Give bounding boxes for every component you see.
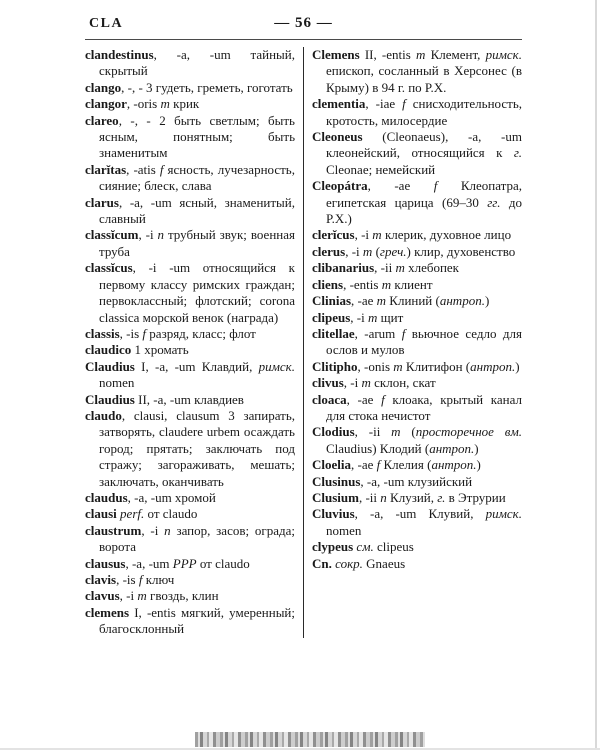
entry-headword: Claudius [85, 358, 135, 374]
entry-text: клиент [391, 276, 433, 292]
entry-text: , -i -um относящийся к первому классу римских граждан; первоклассный; флотский; corona classica морской венок (награда) [99, 260, 295, 325]
dictionary-entry [312, 539, 522, 555]
entry-text: трубный звук; военная труба [99, 227, 295, 259]
dictionary-entry [312, 277, 522, 293]
entry-headword: Cleoneus [312, 129, 363, 145]
scan-edge-right [595, 0, 597, 750]
entry-text: ключ [142, 572, 175, 587]
dictionary-entry [85, 162, 295, 195]
dictionary-entry [85, 490, 295, 506]
entry-headword: Cloelia [312, 457, 351, 473]
entry-text: , -i [343, 375, 362, 391]
dictionary-entry [85, 80, 295, 96]
entry-text: m [395, 260, 405, 276]
entry-text: , -, - 2 быть светлым; быть ясным, понятным; быть знаменитым [99, 112, 295, 161]
entry-headword: Clusium [312, 489, 359, 505]
dictionary-entry [312, 375, 522, 391]
entry-headword: clibanarius [312, 260, 375, 276]
dictionary-entry [85, 392, 295, 408]
entry-headword: Clusinus [312, 473, 361, 489]
entry-headword: clipeus [312, 309, 351, 325]
entry-headword: clausus [85, 555, 126, 571]
entry-text: , -, - 3 гудеть, греметь, гоготать [121, 79, 293, 95]
entry-text: n [164, 522, 171, 538]
entry-text: склон, скат [370, 375, 436, 391]
entry-text: , -i [345, 243, 363, 259]
entry-text: clipeus [373, 539, 414, 555]
entry-text: ( [400, 424, 416, 440]
entry-text: разряд, класс; флот [146, 325, 256, 341]
entry-text: , -i [350, 309, 368, 325]
entry-text: Клиний ( [386, 293, 440, 309]
dictionary-entry [312, 392, 522, 425]
entry-text: , -is [119, 325, 143, 341]
dictionary-entry [85, 588, 295, 604]
dictionary-entry [85, 96, 295, 112]
dictionary-page [85, 13, 522, 638]
section-label: CLA [89, 16, 124, 31]
entry-text: f [142, 325, 147, 341]
entry-headword: claudo [85, 407, 122, 423]
entry-text: ) [515, 358, 520, 374]
entry-text: f [402, 96, 406, 112]
dictionary-entry [312, 227, 522, 243]
entry-text: , -ae [351, 293, 377, 309]
dictionary-entry [312, 474, 522, 490]
entry-text: Клитифон ( [402, 358, 471, 374]
entry-headword: Cleopátra [312, 178, 368, 194]
entry-text: m [160, 96, 170, 112]
entry-text: ) [484, 293, 490, 309]
entry-headword: Cn. [312, 555, 332, 571]
dictionary-entry [312, 457, 522, 473]
entry-text: ) [476, 457, 481, 473]
dictionary-entry [312, 244, 522, 260]
entry-text: m [361, 375, 371, 391]
entry-text: nomen [326, 522, 362, 538]
entry-text: снисходительность, кротость, милосердие [326, 96, 522, 128]
entry-headword: clausi [85, 506, 117, 522]
dictionary-entry [85, 572, 295, 588]
entry-text: Клелия ( [380, 457, 432, 473]
dictionary-entry [85, 47, 295, 80]
entry-text: от claudo [144, 506, 198, 522]
entry-text: , -a, -um клузийский [360, 473, 473, 489]
entry-text: вьючное седло для ослов и мулов [326, 325, 522, 358]
entry-text: m [137, 588, 147, 604]
dictionary-entry [85, 506, 295, 522]
entry-text: , clausi, clausum 3 запирать, затворять, claudere urbem осаждать город; прятать; заключать под стражу; загораживать, мешать; заключать, оканчивать [99, 407, 295, 489]
entry-text: , -onis [357, 358, 394, 374]
dictionary-entry [312, 47, 522, 96]
entry-headword: clandestinus [85, 47, 154, 62]
entry-text: , -a, -um [125, 555, 173, 571]
entry-headword: Clitipho [312, 358, 358, 374]
entry-headword: Cluvius [312, 506, 355, 522]
dictionary-entry [85, 195, 295, 228]
entry-headword: Clodius [312, 424, 355, 440]
entry-text: хлебопек [404, 260, 459, 276]
dictionary-entry [85, 408, 295, 490]
entry-text: f [381, 391, 385, 407]
dictionary-entry [312, 490, 522, 506]
entry-text: г. [513, 145, 522, 161]
entry-text: n [380, 489, 387, 505]
entry-headword: classĭcum [85, 227, 139, 243]
right-column [304, 47, 522, 638]
entry-text: антроп. [429, 440, 475, 456]
entry-text: ) клир, духовенство [406, 243, 516, 259]
entry-headword: clango [85, 79, 122, 95]
entry-headword: claudico [85, 342, 132, 358]
dictionary-entry [85, 556, 295, 572]
entry-headword: claustrum [85, 522, 142, 538]
dictionary-entry [85, 605, 295, 638]
entry-text: антроп. [431, 457, 477, 473]
entry-text: m [416, 47, 426, 62]
entry-text: Клузий, [386, 489, 438, 505]
entry-text: , -is [116, 572, 139, 587]
page-number: — 56 — [274, 15, 333, 31]
entry-text: , -i [119, 588, 138, 604]
entry-text: m [362, 243, 373, 259]
dictionary-entry [312, 293, 522, 309]
dictionary-entry [312, 506, 522, 539]
page-header [85, 13, 522, 36]
entry-text: , -oris [126, 96, 161, 112]
entry-text: 1 хромать [131, 342, 189, 358]
entry-text: f [138, 572, 143, 587]
pixelated-watermark [195, 732, 425, 747]
entry-text: гвоздь, клин [146, 588, 219, 604]
entry-text: , -a, -um тайный, скрытый [99, 47, 295, 79]
entry-text: Claudius) Клодий ( [326, 440, 430, 456]
entry-text: II, -entis [359, 47, 416, 62]
entry-text: m [393, 358, 403, 374]
entry-text: n [157, 227, 165, 243]
entry-headword: Clemens [312, 47, 360, 62]
entry-text: PPP [172, 555, 197, 571]
entry-text: , -ae [346, 391, 382, 407]
entry-headword: clementia [312, 96, 366, 112]
dictionary-entry [312, 310, 522, 326]
entry-text: , -i [141, 522, 165, 538]
entry-text: (Cleonaeus), -a, -um клеонейский, относящийся к [326, 129, 522, 161]
dictionary-entry [85, 523, 295, 556]
entry-text: , -ii [374, 260, 396, 276]
dictionary-entry [85, 342, 295, 358]
entry-text: г. [437, 489, 446, 505]
entry-text: крик [169, 96, 200, 112]
header-rule [85, 39, 522, 40]
entry-text: Gnaeus [362, 555, 406, 571]
dictionary-entry [312, 359, 522, 375]
entry-headword: clarĭtas [85, 161, 127, 177]
entry-text: , -arum [354, 325, 402, 341]
entry-text: , -i [354, 227, 373, 243]
entry-text: m [391, 424, 401, 440]
entry-headword: cloaca [312, 391, 347, 407]
entry-headword: clypeus [312, 539, 354, 555]
entry-headword: clavis [85, 572, 117, 587]
entry-text: nomen [99, 375, 135, 391]
entry-headword: cliens [312, 276, 344, 292]
entry-text: , -entis [343, 276, 382, 292]
dictionary-entry [85, 359, 295, 392]
entry-text: Cleonae; немейский [326, 161, 436, 177]
entry-text: f [401, 325, 406, 341]
entry-text: , -ii [358, 489, 381, 505]
entry-text: , -a, -um ясный, знаменитый, славный [99, 194, 295, 227]
dictionary-entry [312, 556, 522, 572]
entry-text: ) [474, 440, 479, 456]
entry-headword: Claudius [85, 391, 135, 407]
entry-text: , -a, -um хромой [127, 489, 216, 505]
entry-text: II, -a, -um клавдиев [134, 391, 244, 407]
entry-text: Клемент, [425, 47, 486, 62]
entry-text: от claudo [196, 555, 250, 571]
entry-text: антроп. [470, 358, 516, 374]
entry-text: римск. [485, 47, 522, 62]
entry-text: I, -a, -um Клавдий, [134, 358, 259, 374]
entry-text: Клеопатра, египетская царица (69–30 [326, 178, 522, 210]
entry-text: , -ae [367, 178, 434, 194]
entry-headword: claudus [85, 489, 128, 505]
entry-text: клерик, духовное лицо [381, 227, 512, 243]
entry-headword: clavus [85, 588, 120, 604]
entry-text: m [372, 227, 382, 243]
entry-text: I, -entis мягкий, умеренный; благосклонный [99, 604, 295, 637]
dictionary-entry [312, 129, 522, 178]
entry-headword: clivus [312, 375, 344, 391]
entry-text: антроп. [439, 293, 485, 309]
entry-text: до Р.Х.) [326, 194, 522, 227]
entry-headword: classĭcus [85, 260, 133, 276]
entry-text: m [368, 309, 378, 325]
entry-text: см. [356, 539, 374, 555]
entry-text: в Этрурии [445, 489, 506, 505]
entry-text: m [381, 276, 392, 292]
entry-text: римск. [485, 506, 522, 522]
entry-text: perf. [120, 506, 145, 522]
entry-text: гг. [487, 194, 501, 210]
entry-headword: Clinias [312, 293, 352, 309]
entry-headword: clareo [85, 112, 119, 128]
dictionary-entry [312, 178, 522, 227]
entry-text: щит [377, 309, 404, 325]
dictionary-entry [85, 326, 295, 342]
entry-headword: clarus [85, 194, 119, 210]
entry-text: ( [372, 243, 380, 259]
entry-text: просторечное вм. [415, 424, 522, 440]
entry-text: сокр. [335, 555, 363, 571]
text-columns [85, 47, 522, 638]
entry-text: m [376, 293, 387, 309]
entry-text: f [159, 161, 164, 177]
entry-text: , -ae [351, 457, 377, 473]
dictionary-entry [312, 260, 522, 276]
entry-headword: clemens [85, 604, 130, 620]
left-column [85, 47, 303, 638]
entry-headword: clangor [85, 96, 127, 112]
entry-text: , -ii [354, 424, 392, 440]
dictionary-entry [85, 227, 295, 260]
entry-headword: clerĭcus [312, 227, 355, 243]
entry-text: f [376, 457, 381, 473]
entry-headword: clitellae [312, 325, 355, 341]
entry-text: , -iae [365, 96, 403, 112]
entry-text: епископ, сосланный в Херсонес (в Крыму) в 94 г. по Р.Х. [326, 63, 522, 95]
dictionary-entry [312, 96, 522, 129]
entry-text: римск. [258, 358, 295, 374]
entry-text: , -i [138, 227, 158, 243]
dictionary-entry [312, 424, 522, 457]
dictionary-entry [85, 260, 295, 326]
entry-text: запор, засов; ограда; ворота [99, 522, 295, 555]
entry-text: , -atis [126, 161, 160, 177]
dictionary-entry [85, 113, 295, 162]
entry-headword: classis [85, 325, 120, 341]
entry-text: , -a, -um Клувий, [354, 506, 486, 522]
entry-text: f [433, 178, 438, 194]
entry-text: ясность, лучезарность, сияние; блеск, слава [99, 161, 295, 194]
dictionary-entry [312, 326, 522, 359]
entry-text: клоака, крытый канал для стока нечистот [326, 391, 522, 423]
entry-text: греч. [379, 243, 407, 259]
entry-headword: clerus [312, 243, 346, 259]
